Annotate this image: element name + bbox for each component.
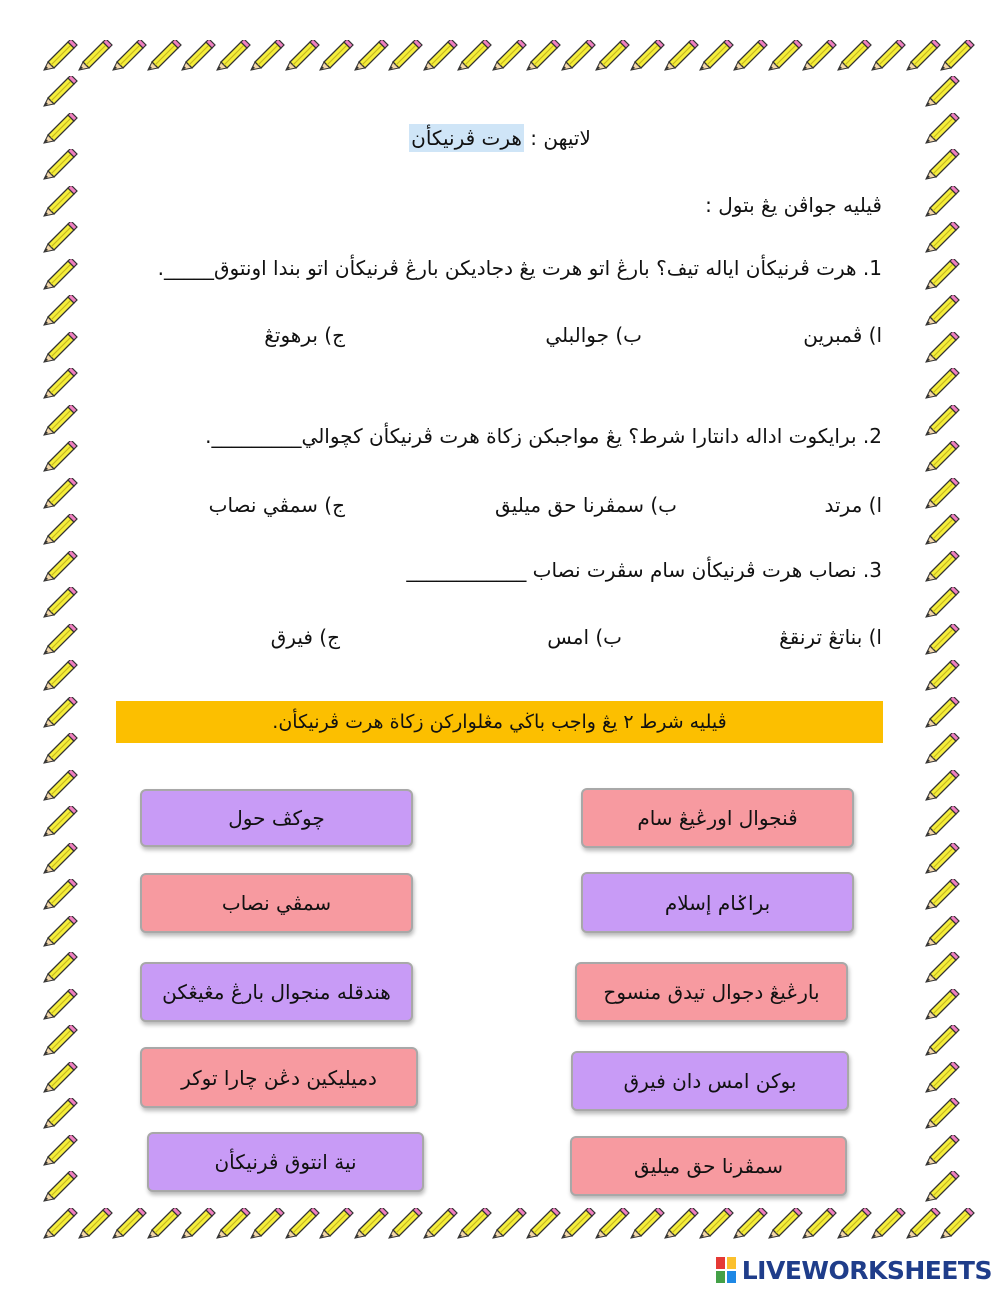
- pencil-icon: [40, 989, 80, 1023]
- card-right-2[interactable]: براݢام إسلام: [581, 872, 854, 933]
- card-left-2[interactable]: سمڤي نصاب: [140, 873, 413, 933]
- pencil-icon: [922, 952, 962, 986]
- pencil-icon: [922, 806, 962, 840]
- q2-option-b[interactable]: ب) سمڤرنا حق ميليق: [495, 493, 677, 517]
- pencil-icon: [40, 478, 80, 512]
- pencil-icon: [922, 149, 962, 183]
- pencil-icon: [922, 186, 962, 220]
- q2-option-c[interactable]: ج) سمڤي نصاب: [208, 493, 345, 517]
- pencil-icon: [40, 1135, 80, 1169]
- pencil-icon: [40, 733, 80, 767]
- liveworksheets-logo-icon: [716, 1257, 736, 1283]
- liveworksheets-logo[interactable]: [692, 1255, 992, 1285]
- pencil-icon: [40, 1098, 80, 1132]
- pencil-icon: [922, 989, 962, 1023]
- title-highlight: هرت ڤرنيکأن: [411, 126, 522, 150]
- q3-option-c[interactable]: ج) فيرق: [270, 625, 340, 649]
- pencil-icon: [937, 1208, 977, 1242]
- card-right-1[interactable]: ڤنجوال اورڠيڠ سام: [581, 788, 854, 848]
- pencil-icon: [40, 697, 80, 731]
- pencil-icon: [40, 1171, 80, 1205]
- pencil-icon: [40, 587, 80, 621]
- card-left-4[interactable]: دميليکين دڠن چارا توکر: [140, 1047, 418, 1108]
- pencil-icon: [922, 478, 962, 512]
- pencil-icon: [922, 76, 962, 110]
- pencil-icon: [922, 332, 962, 366]
- question-3: 3. نصاب هرت ڤرنيکأن سام سڤرت نصاب ____________: [406, 558, 882, 582]
- pencil-icon: [922, 368, 962, 402]
- pencil-icon: [40, 1025, 80, 1059]
- pencil-icon: [922, 660, 962, 694]
- card-right-4[interactable]: بوکن امس دان فيرق: [571, 1051, 849, 1111]
- pencil-icon: [922, 295, 962, 329]
- pencil-icon: [922, 1025, 962, 1059]
- pencil-icon: [922, 405, 962, 439]
- card-right-5[interactable]: سمڤرنا حق ميليق: [570, 1136, 847, 1196]
- pencil-icon: [40, 551, 80, 585]
- title-prefix: لاتيهن :: [530, 126, 591, 150]
- pencil-icon: [40, 441, 80, 475]
- instruction-1: ڤيليه جواڤن يڠ بتول :: [705, 193, 882, 217]
- pencil-icon: [40, 660, 80, 694]
- pencil-icon: [40, 76, 80, 110]
- pencil-icon: [922, 624, 962, 658]
- pencil-icon: [922, 1135, 962, 1169]
- worksheet-title: [0, 122, 1000, 154]
- pencil-icon: [40, 770, 80, 804]
- pencil-icon: [922, 770, 962, 804]
- pencil-icon: [922, 551, 962, 585]
- pencil-icon: [922, 441, 962, 475]
- pencil-icon: [922, 879, 962, 913]
- pencil-icon: [40, 222, 80, 256]
- pencil-icon: [40, 405, 80, 439]
- pencil-icon: [40, 368, 80, 402]
- pencil-icon: [40, 514, 80, 548]
- pencil-icon: [40, 1062, 80, 1096]
- pencil-icon: [922, 222, 962, 256]
- question-2: 2. برايکوت اداله دانتارا شرط؟ يڠ مواجبکن زکاة هرت ڤرنيکأن کچوالي_________.: [205, 424, 882, 448]
- pencil-icon: [922, 587, 962, 621]
- card-left-1[interactable]: چوکڤ حول: [140, 789, 413, 847]
- pencil-icon: [40, 879, 80, 913]
- pencil-icon: [40, 295, 80, 329]
- pencil-icon: [922, 1062, 962, 1096]
- pencil-icon: [922, 1098, 962, 1132]
- pencil-icon: [922, 916, 962, 950]
- pencil-icon: [40, 149, 80, 183]
- pencil-icon: [922, 259, 962, 293]
- pencil-icon: [40, 624, 80, 658]
- pencil-icon: [922, 733, 962, 767]
- q3-option-b[interactable]: ب) امس: [547, 625, 622, 649]
- q1-option-c[interactable]: ج) برهوتڠ: [264, 323, 345, 347]
- q1-option-a[interactable]: ا) ڤمبرين: [803, 323, 882, 347]
- pencil-icon: [922, 697, 962, 731]
- pencil-icon: [40, 806, 80, 840]
- pencil-icon: [937, 40, 977, 74]
- brand-text: LIVEWORKSHEETS: [741, 1255, 992, 1285]
- card-left-3[interactable]: هندقله منجوال بارڠ مڠيڠکن: [140, 962, 413, 1022]
- pencil-icon: [40, 186, 80, 220]
- question-1: 1. هرت ڤرنيکأن اياله تيف؟ بارڠ اتو هرت يڠ دجاديکن بارڠ ڤرنيکأن اتو بندا اونتوق_____.: [157, 256, 882, 280]
- instruction-banner: ڤيليه شرط ٢ يڠ واجب باڬي مڠلوارکن زکاة هرت ڤرنيکأن.: [116, 701, 883, 743]
- pencil-icon: [922, 843, 962, 877]
- pencil-icon: [40, 332, 80, 366]
- pencil-icon: [922, 514, 962, 548]
- q2-option-a[interactable]: ا) مرتد: [824, 493, 882, 517]
- pencil-icon: [40, 952, 80, 986]
- card-right-3[interactable]: بارڠيڠ دجوال تيدق منسوح: [575, 962, 848, 1022]
- card-left-5[interactable]: نية انتوق ڤرنيکأن: [147, 1132, 424, 1192]
- pencil-icon: [922, 1171, 962, 1205]
- pencil-icon: [40, 843, 80, 877]
- q3-option-a[interactable]: ا) بناتڠ ترنقڠ: [779, 625, 882, 649]
- pencil-icon: [40, 259, 80, 293]
- q1-option-b[interactable]: ب) جوالبلي: [545, 323, 642, 347]
- pencil-icon: [40, 916, 80, 950]
